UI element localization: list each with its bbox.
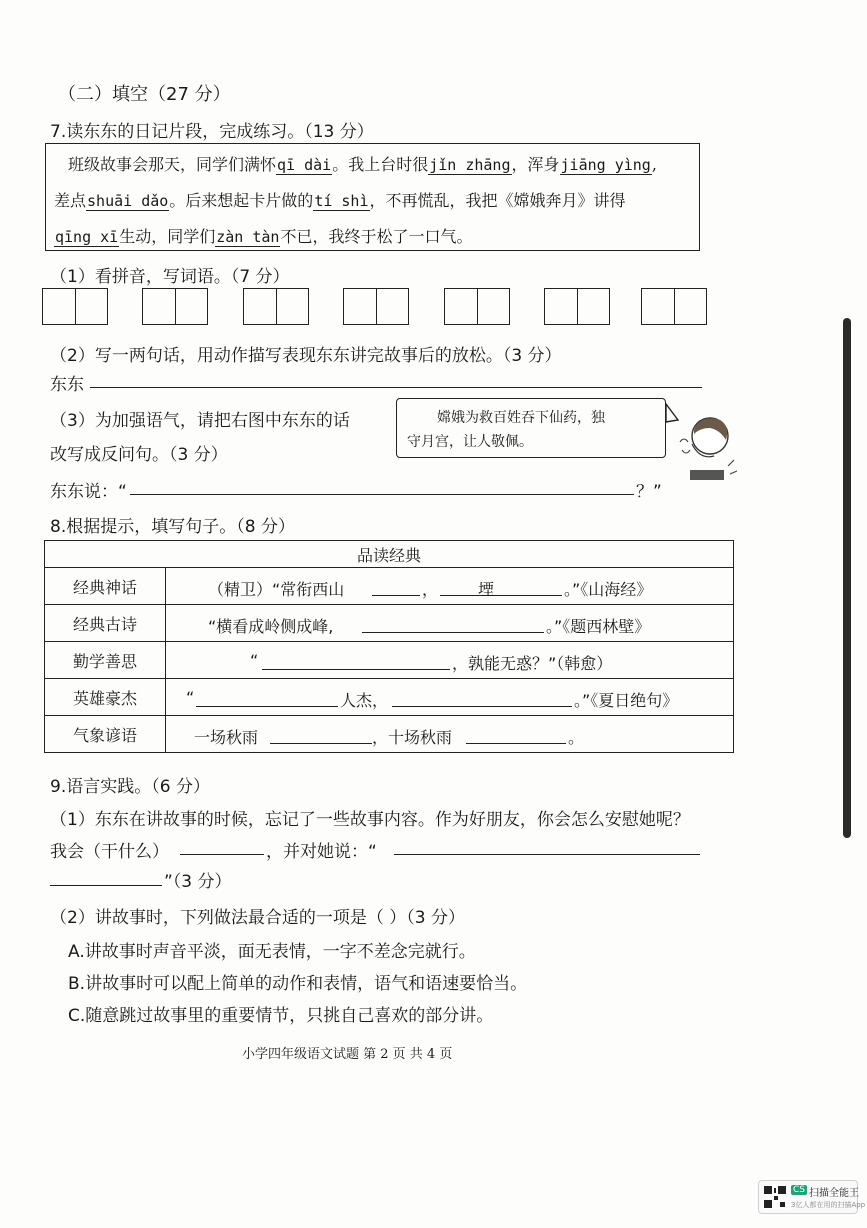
stamp-name: 扫描全能王 xyxy=(809,1188,859,1199)
option-b[interactable]: B.讲故事时可以配上简单的动作和表情，语气和语速要恰当。 xyxy=(68,974,528,994)
pinyin-jinzhang: jǐn zhāng xyxy=(429,156,511,174)
q7-sub3-line2: 改写成反问句。（3 分） xyxy=(50,445,228,465)
option-c[interactable]: C.随意跳过故事里的重要情节，只挑自己喜欢的部分讲。 xyxy=(68,1006,494,1026)
q9-sub1-line2a: 我会（干什么） xyxy=(50,842,169,862)
row-content: “ ，孰能无惑？”（韩愈） xyxy=(166,642,734,679)
q9-sub1-line2b: ，并对她说：“ xyxy=(266,842,377,862)
row-content: （精卫）“常衔西山 ， 堙 。”《山海经》 xyxy=(166,568,734,605)
pinyin-shuaidao: shuāi dǎo xyxy=(87,192,169,210)
q7-sub1: （1）看拼音，写词语。（7 分） xyxy=(50,267,290,287)
pinyin-tishi: tí shì xyxy=(314,192,369,210)
qr-code-icon xyxy=(763,1185,787,1209)
blank-xiari-1[interactable] xyxy=(196,706,338,707)
q9-sub1: （1）东东在讲故事的时候，忘记了一些故事内容。作为好朋友，你会怎么安慰她呢？ xyxy=(50,810,690,830)
answer-box-1[interactable] xyxy=(42,288,108,325)
table-row xyxy=(45,605,734,642)
q8-title: 8.根据提示，填写句子。（8 分） xyxy=(50,517,295,537)
option-a[interactable]: A.讲故事时声音平淡，面无表情，一字不差念完就行。 xyxy=(68,942,476,962)
pinyin-jiangying: jiāng yìng xyxy=(560,156,651,174)
passage-line-2: 差点shuāi dǎo。后来想起卡片做的tí shì，不再慌乱，我把《嫦娥奔月》讲得 xyxy=(54,191,626,210)
q7-sub2-prefix: 东东 xyxy=(50,375,84,395)
row-content: “ 人杰， 。”《夏日绝句》 xyxy=(166,679,734,716)
q9-sub1-line3: ”（3 分） xyxy=(164,872,232,892)
answer-box-2[interactable] xyxy=(142,288,208,325)
blank-jingwei-2[interactable] xyxy=(440,595,562,596)
row-category: 英雄豪杰 xyxy=(45,679,166,716)
table-row xyxy=(45,716,734,753)
answer-box-5[interactable] xyxy=(444,288,510,325)
blank-proverb-1[interactable] xyxy=(270,743,372,744)
passage-line-3: qīng xī生动，同学们zàn tàn不已，我终于松了一口气。 xyxy=(55,227,473,246)
row-category: 经典神话 xyxy=(45,568,166,605)
blank-xilin[interactable] xyxy=(362,632,544,633)
cs-badge: CS xyxy=(793,1185,805,1195)
q7-sub3-prefix: 东东说：“ xyxy=(50,482,127,502)
table-row xyxy=(45,568,734,605)
pinyin-qingxi: qīng xī xyxy=(55,228,119,246)
blank-jingwei-1[interactable] xyxy=(372,595,420,596)
pinyin-qidai: qī dài xyxy=(277,156,332,174)
answer-box-7[interactable] xyxy=(641,288,707,325)
q9-sub2: （2）讲故事时，下列做法最合适的一项是（ ）（3 分） xyxy=(50,908,465,928)
blank-comfort-2[interactable] xyxy=(50,885,162,886)
table-row xyxy=(45,679,734,716)
diary-passage xyxy=(45,143,700,251)
passage-line-1: 班级故事会那天，同学们满怀qī dài。我上台时很jǐn zhāng，浑身jiāng yìng, xyxy=(68,155,657,174)
row-content: 一场秋雨 ，十场秋雨 。 xyxy=(166,716,734,753)
row-category: 气象谚语 xyxy=(45,716,166,753)
section-title: （二）填空（27 分） xyxy=(58,84,231,105)
answer-box-4[interactable] xyxy=(343,288,409,325)
blank-proverb-2[interactable] xyxy=(466,743,566,744)
answer-box-6[interactable] xyxy=(544,288,610,325)
table-row xyxy=(45,642,734,679)
page-footer: 小学四年级语文试题 第 2 页 共 4 页 xyxy=(242,1047,453,1062)
sub2-answer-line[interactable] xyxy=(90,387,702,388)
classics-table xyxy=(44,540,734,753)
sub3-answer-line[interactable] xyxy=(130,494,634,495)
stamp-sub: 3亿人都在用的扫描App xyxy=(791,1201,866,1209)
answer-box-3[interactable] xyxy=(243,288,309,325)
q7-sub3-line1: （3）为加强语气，请把右图中东东的话 xyxy=(50,411,350,431)
blank-xiari-2[interactable] xyxy=(392,706,572,707)
q9-title: 9.语言实践。（6 分） xyxy=(50,777,210,797)
row-category: 勤学善思 xyxy=(45,642,166,679)
q7-sub2: （2）写一两句话，用动作描写表现东东讲完故事后的放松。（3 分） xyxy=(50,346,562,366)
speech-bubble: 嫦娥为救百姓吞下仙药，独 守月宫，让人敬佩。 xyxy=(396,398,666,458)
blank-action[interactable] xyxy=(180,854,264,855)
blank-hanyu[interactable] xyxy=(262,669,450,670)
blank-comfort-1[interactable] xyxy=(394,854,700,855)
scan-app-stamp xyxy=(758,1180,866,1214)
pinyin-zantan: zàn tàn xyxy=(216,228,280,246)
q7-title: 7.读东东的日记片段，完成练习。（13 分） xyxy=(50,122,374,142)
table-header: 品读经典 xyxy=(45,541,734,568)
row-content: “横看成岭侧成峰, 。”《题西林壁》 xyxy=(166,605,734,642)
q7-sub3-suffix: ？” xyxy=(636,482,662,502)
row-category: 经典古诗 xyxy=(45,605,166,642)
scan-edge-shadow xyxy=(843,318,851,838)
